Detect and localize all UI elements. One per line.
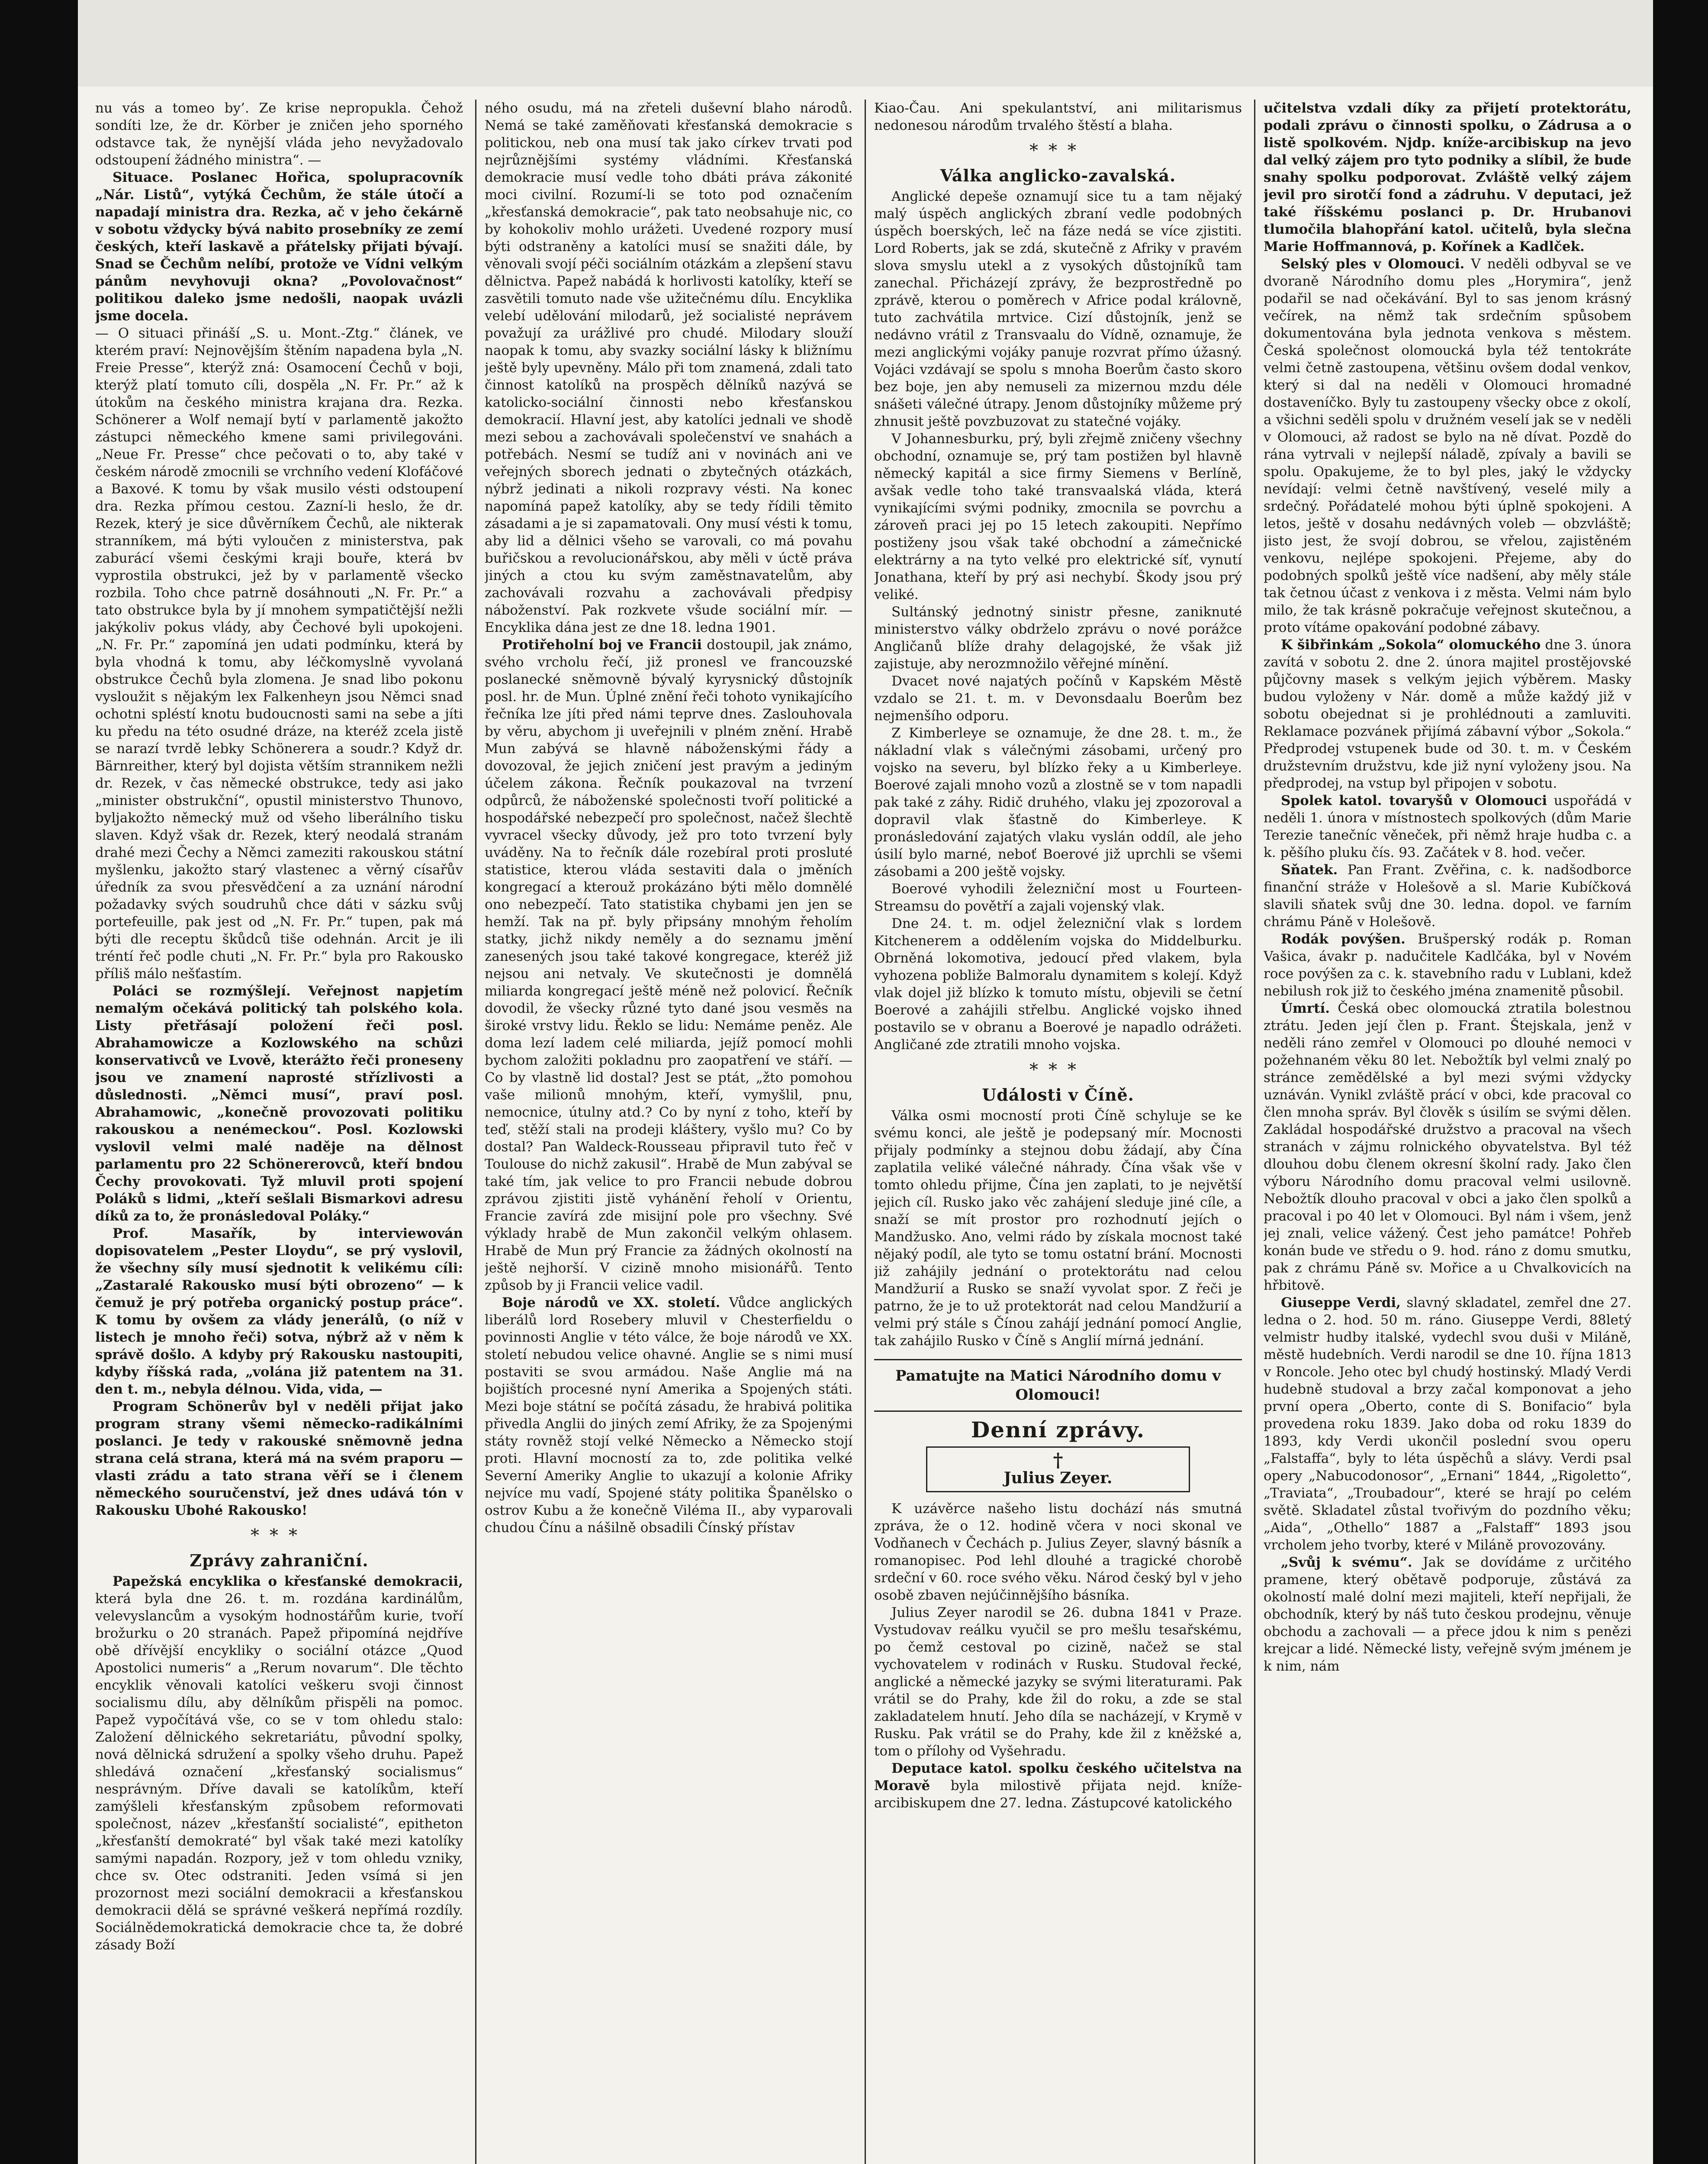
article-text: Dne 24. t. m. odjel železniční vlak s lordem Kitchenerem a oddělením vojska do Middelburku. Obrněná lokomotiva, jedoucí před vlakem, byla vyhozena pobliže Balmoralu dynamitem s kolejí. Když vlak dojel již blízko k tomuto místu, objevili se četní Boerové a zahájili střelbu. Anglické vojsko ihned postavilo se v obranu a Boerové je napadlo odrážeti. Angličané zde ztratili mnoho vojska. <box>874 916 1242 1053</box>
article-text: Pan Frant. Zvěřina, c. k. nadšodborce finanční stráže v Holešově a sl. Marie Kubíčková slavili sňatek svůj dne 30. ledna. dopol. ve farním chrámu Páně v Holešově. <box>1264 862 1631 930</box>
article-text: Brušperský rodák p. Roman Vašica, ávakr p. nadučitele Kadlčáka, byl v Novém roce povýšen za c. k. stavebního radu v Lublani, kdež nebilush rok již to českého jména znamenitě působil. <box>1264 931 1631 999</box>
section-heading: Zprávy zahraniční. <box>190 1551 369 1570</box>
article-heading: Situace. <box>113 170 174 185</box>
section-divider: *** <box>1029 141 1087 161</box>
article-umrti <box>1264 1000 1631 1294</box>
article-heading: Boje národů ve XX. století. <box>502 1295 721 1311</box>
article-text: Kiao-Čau. Ani spekulantství, ani militarismus nedonesou národům trvalého štěstí a blaha. <box>874 100 1242 133</box>
article-heading: Selský ples v Olomouci. <box>1281 256 1465 272</box>
article-text: K uzávěrce našeho listu dochází nás smutná zpráva, že o 12. hodině včera v noci skonal ve Vodňanech v Čechách p. Julius Zeyer, slavný básník a romanopisec. Pod lehl dlouhé a tragické chorobě srdeční v 60. roce svého věku. Národ český byl v jeho osobě zbaven nejúčinnějšího básníka. <box>874 1501 1242 1603</box>
article-text: Anglické depeše oznamují sice tu a tam nějaký malý úspěch anglických zbraní vedle podobných úspěch boerských, leč na fáze nedá se více zjistiti. Lord Roberts, jak se zdá, skutečně z Afriky v pravém slova smyslu utekl a z vysokých důstojníků tam zanechal. Přicházejí zprávy, že bezprostředně po zprávě, kterou o poměrech v Africe podal královně, tuto zachvátila mrtvice. Cizí důstojník, jenž se nedávno vrátil z Transvaalu do Vídně, oznamuje, že mezi anglickými vojáky panuje rozvrat přímo úžasný. Vojáci vzdávají se spolu s mnoha Boerům často skoro bez boje, jen aby nemuseli za mizernou mzdu déle snášeti válečné útrapy. Jenom důstojníky můžeme prý zhnusit ještě povzbuzovat zu statečné vojáky. <box>874 189 1242 429</box>
article-text: dostoupil, jak známo, svého vrcholu řečí, již pronesl ve francouzské poslanecké sněmovně bývalý kyrysnický důstojník posl. hr. de Mun. Úplné znění řeči tohoto vynikajícího řečníka lze jíti před námi teprve dnes. Zaslouhovala by věru, abychom ji uveřejnili v plném znění. Hrabě Mun zabývá se hlavně náboženskými řády a dovozoval, že jejich zničení jest pravým a jediným účelem zákona. Řečník poukazoval na tvrzení odpůrců, že náboženské společnosti tvoří politické a hospodářské nebezpečí pro společnost, načež šlechtě vyvracel všecky důvody, jež pro toto tvrzení byly uváděny. Na to řečník dále rozebíral proti prosluté statistice, kterou vláda sestaviti dala o jměních kongregací a kterouž prokázáno býti mělo domnělé ono nebezpečí. Tato statistika chybami jen jen se hemží. Tak na př. byly připsány mnohým řeholím statky, jichž nikdy neměly a do seznamu jmění zanesených jsou také takové kongregace, kteréž již nejsou ani netvaly. Ve skutečnosti je domnělá miliarda kongregací ještě méně než polovicí. Řečník dovodil, že všecky různé tyto dané jsou vesměs na široké vrstvy lidu. Řeklo se lidu: Nemáme peněz. Ale doma lezí ladem celé miliarda, jejíž pomocí mohli bychom založiti pokladnu pro zaopatření ve stáří. — Co by vlastně lid dostal? Jest se ptát, „žto pomohou vaše milionů mnohým, kteří, vymyšlil, pnu, nemocnice, útulny atd.? Co by nyní z toho, kteří by teď, stěží stali na prodeji kláštery, vyšlo mu? Co by dostal? Pan Waldeck-Rousseau připravil tuto řeč v Toulouse do nichž zakusil“. Hrabě de Mun zabýval se také tím, jak velice to pro Francii nebude dobrou zprávou zjistiti jistě vyhánění řeholí v Orientu, Francie zavírá zde misijní pole pro všechny. Své výklady hrabě de Mun zakončil velkým ohlasem. Hrabě de Mun prý Francie za žádných okolností na ještě nejhorší. V cizině mnoho misionářů. Tento způsob by ji Francii velice vadil. <box>485 637 852 1293</box>
article-text: uspořádá v neděli 1. února v místnostech spolkových (dům Marie Terezie tanečníc věneček, při němž hraje hudba c. a k. pěšího pluku čís. 93. Začátek v 8. hod. večer. <box>1264 793 1631 860</box>
article-text: Z Kimberleye se oznamuje, že dne 28. t. m., že nákladní vlak s válečnými zásobami, určený pro vojsko na severu, byl blízko řeky a u Kimberleye. Boerové zajali mnoho vozů a zlostně se v tom napadli pak také z záhy. Ridič druhého, vlaku jej zpozoroval a dopravil vlak šťastně do Kimberleye. K pronásledování zajatých vlaku vyslán oddíl, ale jeho úsilí bylo marné, neboť Boerové již uprchli se všemi zásobami a 200 ještě vojsky. <box>874 725 1242 879</box>
article-francie <box>485 636 852 1294</box>
scan-edge-top <box>78 0 1653 87</box>
article-text: ného osudu, má na zřeteli duševní blaho národů. Nemá se také zaměňovati křesťanská demokracie s politickou, neb ona musí tak jako církev trvati pod nejrůznějšími systémy vládními. Křesťanská demokracie musí vedle toho dbáti práva zákonité moci civilní. Rozumí-li se toto pod označením „křesťanská demokracie“, pak tato neobsahuje nic, co by kohokoliv mohlo urážeti. Uvedené rozpory musí býti odstraněny a katolíci musí se snažiti dále, by věnovali svojí péči sociálním otázkám a zlepšení stavu dělnictva. Papež nabádá k horlivosti katolíky, kteří se zasvětili tomuto nade vše užitečnému dílu. Encyklika velebí udělování milodarů, jež socialisté neprávem považují za urážlivé pro chudé. Milodary slouží naopak k tomu, aby svazky sociální lásky k bližnímu ještě byly upevněny. Málo při tom znamená, zdali tato činnost katolíků na prospěch dělníků nazývá se katolicko-sociální činnosti nebo křesťanskou demokracií. Hlavní jest, aby katolíci jednali ve shodě mezi sebou a zachovávali společenství ve snahách a potřebách. Nesmí se tudíž ani v novinách ani ve veřejných sborech jednati o zbytečných otázkách, nýbrž jedinati a nikoli rozpravy vésti. Na konec napomíná papež katolíky, aby se tedy řídili těmito zásadami a je si zapamatovali. Ony musí vésti k tomu, aby lid a dělnici všeho se varovali, co má povahu buřičskou a revolucionářskou, aby měli v úctě práva jiných a ctou ku svým zaměstnavatelům, aby zachovávali rozvahu a zachovávali předpisy náboženství. Pak rozkvete všude sociální mír. — Encyklika dána jest ze dne 18. ledna 1901. <box>485 100 852 635</box>
article-lead: by interviewován dopisovatelem „Pester Lloydu“, se prý vyslovil, že všechny síly musí sjednotit k velikému cíli: „Zastaralé Rakousko musí býti obrozeno“ — k čemuž je prý potřeba organický postup práce“. K tomu by ovšem za vlády jenerálů, (o níž v listech je mnoho řeči) sotva, nýbrž až v něm k správě došlo. A kdyby prý Rakousku nastoupiti, kdyby říšská rada, „volána již patentem na 31. den t. m., nebyla délnou. Vida, vida, — <box>95 1226 463 1397</box>
appeal-banner: Pamatujte na Matici Národního domu v Olomouci! <box>874 1359 1242 1412</box>
article-svuj <box>1264 1554 1631 1675</box>
article-text: byla milostivě přijata nejd. kníže-arcibiskupem dne 27. ledna. Zástupcové katolického <box>874 1778 1242 1811</box>
article-text: která byla dne 26. t. m. rozdána kardinálům, velevyslancům a vysokým hodnostářům kurie, tvoří brožurku o 20 stranách. Papež připomíná nejdříve obě dřívější encykliky o sociální otázce „Quod Apostolici numeris“ a „Rerum novarum“. Dle těchto encyklik věnovali katolíci veškeru svoji činnost socialismu dílu, aby dělníkům přispěli na pomoc. Papež vypočítává vše, co se v tom ohledu stalo: Založení dělnického sekretariátu, původní spolky, nová dělnická sdružení a spolky všeho druhu. Papež shledává označení „křesťanský socialismus“ nesprávným. Dříve davali se katolíkům, kteří zamýšleli křesťanským způsobem reformovati společnost, název „křesťanští socialisté“, epitheton „křesťanští demokraté“ byl však také mezi katolíky samými napadán. Rozpory, jež v tom ohledu vzniky, chce sv. Otec odstraniti. Jeden vsímá si jen prozornost mezi sociální demokracii a křesťanskou demokracii dělá se správné veškerá nepřímá rozdíly. Sociálnědemokratická demokracie chce ta, že dobré zásady Boží <box>95 1591 463 1953</box>
article-verdi <box>1264 1294 1631 1554</box>
article-lead: Veřejnost napjetím nemalým očekává politický tah polského kola. Listy přetřásají položení řeči posl. Abrahamowicze a Kozlowského na schůzi konservativců ve Lvově, kterážto řeči proneseny jsou ve znamení naprosté střízlivosti a důslednosti. „Němci musí“, praví posl. Abrahamowic, „konečně provozovati politiku rakouskou a nenémeckou“. Posl. Kozlowski vyslovil velmi malé naděje na dělnost parlamentu pro 22 Schönererovců, kteří bndou Čechy provokovati. Tyž mluvil proti spojení Poláků s lidmi, „kteří sešlali Bismarkovi adresu díků za to, že pronásledoval Poláky.“ <box>95 983 463 1224</box>
section-heading: Válka anglicko-zavalská. <box>940 166 1176 185</box>
article-schonerer <box>95 1398 463 1519</box>
article-text: V Johannesburku, prý, byli zřejmě zničeny všechny obchodní, oznamuje se, prý tam postižen byl hlavně německý kapitál a sice firmy Siemens v Berlíně, avšak vedle toho také transvaalská vláda, která vynikajícími svými podniky, zmocnila se povrchu a zároveň praci jej po 15 letech zakoupiti. Nepřímo postiženy jsou však také obchodní a zámečnické elektrárny a na tyto velké pro elektrické síť, vynutí Jonathana, kteří by prý asi nechybí. Škody jsou prý veliké. <box>874 431 1242 602</box>
newspaper-page <box>78 87 1653 2164</box>
article-snatek <box>1264 861 1631 931</box>
obituary-box <box>926 1446 1190 1492</box>
article-heading: Rodák povýšen. <box>1281 931 1406 947</box>
column-rule <box>1254 100 1255 2164</box>
section-divider: *** <box>1029 1060 1087 1080</box>
article-deputace <box>874 1760 1242 1812</box>
article-heading: Program Schönerův <box>113 1399 267 1414</box>
article-heading: Úmrtí. <box>1281 1001 1330 1016</box>
article-heading: Giuseppe Verdi, <box>1281 1295 1401 1311</box>
article-heading: Protiřeholní boj ve Francii <box>502 637 702 653</box>
section-heading: Události v Číně. <box>982 1085 1134 1105</box>
article-ples <box>1264 255 1631 636</box>
article-text: Sultánský jednotný sinistr přesne, zaniknuté ministerstvo války obdrželo zprávu o nové porážce Angličanů blíže drahy delagojské, že však již zajistuje, aby nerozmnožilo věřejné mínění. <box>874 604 1242 672</box>
article-text: učitelstva vzdali díky za přijetí protektorátu, podali zprávu o činnosti spolku, o Zádrusa a o listě spolkovém. Njdp. kníže-arcibiskup na jevo dal velký zájem pro tyto podniky a slíbil, že bude snahy spolku podporovat. Zvláště velký zájem jevil pro sirotčí fond a zádruhu. V deputaci, jež také říšskému poslanci p. Dr. Hrubanovi tlumočila blahopřání katol. učitelů, byla slečna Marie Hoffmannová, p. Kořínek a Kadlček. <box>1264 100 1631 254</box>
article-tovaryshu <box>1264 792 1631 861</box>
column-rule <box>475 100 476 2164</box>
scan-edge-right <box>1653 0 1708 2164</box>
article-text: Válka osmi mocností proti Číně schyluje se ke svému konci, ale ještě je podepsaný mír. Mocnosti přijaly podmínky a stejnou dobu žádají, aby Čína zaplatila veliké válečné náhrady. Čína však vše v tomto ohledu přijme, Čína jen zaplati, to je největší jejich cíl. Rusko jako věc zahájení sleduje jiné cíle, a snaží se mít prostor pro rozhodnutí jejích o Mandžusko. Ano, velmi rádo by získala mocnost také nějaký podíl, ale tyto se tomu ostatní brání. Mocnosti již zahájily jednání o protektorátu nad celou Mandžurií a Rusko se snaží vyvolat spor. Z řeči je patrno, že je to už protektorát nad celou Mandžurií a velmi prý stále s Čínou zahájí jednání pomocí Anglie, tak zahájilo Rusko v Číně s Anglií mírná jednání. <box>874 1108 1242 1349</box>
article-heading: Papežská encyklika o křesťanské demokracii, <box>113 1574 463 1589</box>
article-polaci <box>95 982 463 1225</box>
article-masaryk <box>95 1225 463 1398</box>
article-heading: „Svůj k svému“. <box>1281 1555 1412 1570</box>
article-text: dne 3. února zavítá v sobotu 2. dne 2. února majitel prostějovské půjčovny masek s velkým jejich výběrem. Masky budou vyloženy v Nár. domě a může každý již v sobotu obejednat si je prohlédnouti a zamluviti. Reklamace pozvánek přijímá zábavní výbor „Sokola.“ Předprodej vstupenek bude od 30. t. m. v Českém družstevním družstvu, kde již nyní vyloženy jsou. Na předprodej, na vstup byl připojen v sobotu. <box>1264 637 1631 791</box>
column-2 <box>485 100 852 2164</box>
article-rodak <box>1264 931 1631 1000</box>
scan-edge-left <box>0 0 78 2164</box>
article-text: Boerové vyhodili železniční most u Fourteen-Streamsu do povětří a zajali vojenský vlak. <box>874 881 1242 914</box>
article-situace <box>95 169 463 325</box>
article-heading: Prof. Masařík, <box>113 1226 257 1241</box>
section-divider: *** <box>251 1526 308 1546</box>
article-heading: Deputace katol. spolku českého učitelstva na Moravě <box>874 1761 1242 1794</box>
column-4 <box>1264 100 1631 2164</box>
article-heading: Poláci se rozmýšlejí. <box>113 983 291 999</box>
article-heading: K šibřinkám „Sokola“ olomuckého <box>1281 637 1541 653</box>
article-heading: Spolek katol. tovaryšů v Olomouci <box>1281 793 1547 808</box>
article-text: slavný skladatel, zemřel dne 27. ledna o 2. hod. 50 m. ráno. Giuseppe Verdi, 88letý velmistr hudby italské, vydechl svou duši v Miláně, městě hudebních. Verdi narodil se dne 10. října 1813 v Roncole. Jeho otec byl chudý hostinský. Mladý Verdi hudebně studoval a brzy začal komponovat a jeho první opera „Oberto, conte di S. Bonifacio“ byla provedena roku 1839. Jako doba od roku 1839 do 1893, kdy Verdi ukončil poslední svou operu „Falstaffa“, byly to léta úspěchů a slávy. Verdi psal opery „Nabucodonosor“, „Ernani“ 1844, „Rigoletto“, „Traviata“, „Troubadour“, které se hrají po celém světě. Skladatel zůstal tvořivým do pozdního věku; „Aida“, „Othello“ 1887 a „Falstaff“ 1893 jsou vrcholem jeho tvorby, které v Miláně provozovány. <box>1264 1295 1631 1553</box>
cross-icon: † <box>1053 1449 1063 1472</box>
section-title: Denní zprávy. <box>971 1417 1145 1443</box>
article-lead: byl v neděli přijat jako program strany všemi německo-radikálními poslanci. Je tedy v rakouské sněmovně jedna strana celá strana, která má na svém praporu — vlasti zrádu a tato strana věří se i členem německého souručenství, jež dnes udává tón v Rakousku Ubohé Rakousko! <box>95 1399 463 1518</box>
article-text: — O situaci přináší „S. u. Mont.-Ztg.“ článek, ve kterém praví: Nejnovějším štěním napadena byla „N. Freie Presse“, kterýž zná: Osamocení Čechů v boji, kterýž platí tomuto cíli, dospěla „N. Fr. Pr.“ až k útokům na českého ministra krajana dra. Rezka. Schönerer a Wolf nemají bytí v parlamentě jakožto zástupci německého kmene sami privilegováni. „Neue Fr. Presse“ chce pečovati o to, aby také v českém národě zmocnili se vrchního vedení Klofáčové a Baxové. K tomu by však musilo vésti odstoupení dra. Rezka přímou cestou. Zazní-li heslo, že dr. Rezek, který je sice důvěrníkem Čechů, ale nikterak stranníkem, má býti vyloučen z ministerstva, pak zaburácí všemi českými kraji bouře, která bv vyprostila obstrukci, jež by v parlamentě všecko rozbila. Toho chce patrně dosáhnouti „N. Fr. Pr.“ a tato obstrukce byla by jí mnohem sympatičtější nežli jakýkoliv pokus vlády, aby Čechové byli upokojeni. „N. Fr. Pr.“ zapomíná jen udati podmínku, která by byla vhodná k tomu, aby léčkomyslně vyvolaná obstrukce Čechů byla zlomena. Je snad libo pokonu vysloužit s nějakým lex Falkenheyn jsou Němci snad ochotni spléstí knotu budoucnosti sami na sebe a jíti ku předu na této osudné dráze, na kteréž zcela jistě se narazí tvrdě lebky Schönerera a soudr.? Když dr. Bärnreither, který byl dojista větším strannikem nežli dr. Rezek, v čas německé obstrukce, tedy asi jako „minister obstrukční“, opustil ministerstvo Thunovo, byljakožto německý muž od všeho liberálního tisku slaven. Když však dr. Rezek, který neodalá stranám drahé mezi Čechy a Němci zameziti rakouskou státní myšlenku, jakožto starý vlastenec a věrný císařův úředník za svou přesvědčení a za uznání národní požadavky svých soudruhů chce dáti v sázku svůj portefeuille, pak jest od „N. Fr. Pr.“ tupen, pak má býti dle receptu škůdců tiše odehnán. Arcit je ili tréntí řeč podle chuti „N. Fr. Pr.“ byla pro Rakousko příliš málo nešťastím. <box>95 325 463 982</box>
article-papez <box>95 1573 463 1954</box>
article-text: nu vás a tomeo by’. Ze krise nepropukla. Čehož sondíti lze, že dr. Körber je zničen jeho sporného odstavce tak, že nynější vláda jeho nevyžadovalo odstoupení žádného ministra“. — <box>95 100 463 168</box>
article-text: Dvacet nové najatých počínů v Kapském Městě vzdalo se 21. t. m. v Devonsdaalu Boerům bez nejmenšího odporu. <box>874 673 1242 724</box>
article-heading: Sňatek. <box>1281 862 1338 878</box>
column-rule <box>865 100 866 2164</box>
article-text: Julius Zeyer narodil se 26. dubna 1841 v Praze. Vystudovav reálku vyučil se pro mešlu tesařskému, po čemž cestoval po cizině, načež se stal vychovatelem v rodinách v Rusku. Studoval řecké, anglické a německé jazyky se svými literaturami. Pak vrátil se do Prahy, kde žil do roku, a zde se stal zakladatelem hnutí. Jeho díla se nacházejí, v Krymě v Rusku. Pak vrátil se do Prahy, kde žil z kněžské a, tom o přílohy od Vyšehradu. <box>874 1605 1242 1759</box>
article-text: Česká obec olomoucká ztratila bolestnou ztrátu. Jeden její člen p. Frant. Štejskala, jenž v neděli ráno zemřel v Olomouci po dlouhé nemoci v požehnaném věku 80 let. Nebožtík byl velmi znalý po stránce zemědělské a byl mezi svými vždycky uznáván. Vynikl zvláště prácí v obci, kde pracoval co člen mnoha správ. Byl člověk s úsilím se svými dělen. Zakládal hospodářské družstvo a pracoval na všech stranách v zájmu rolnického obyvatelstva. Byl též dlouhou dobu členem okresní školní rady. Jako člen výboru Národního domu pracoval velmi usilovně. Nebožtík dlouho pracoval v obci a jako člen spolků a pracoval i po 40 let v Olomouci. Byl nám i všem, jenž jej znali, velice vážený. Čest jeho památce! Pohřeb konán bude ve středu o 9. hod. ráno z domu smutku, pak z chrámu Páně sv. Mořice a u Chvalkovicích na hřbitově. <box>1264 1001 1631 1293</box>
article-sibrinky <box>1264 636 1631 792</box>
article-lead: Poslanec Hořica, spolupracovník „Nár. Listů“, vytýká Čechům, že stále útočí a napadají ministra dra. Rezka, ač v jeho čekárně v sobotu vždycky bývá nabito prosebníky ze zemí českých, kteří laskavě a přátelsky přijati bývají. Snad se Čechům nelíbí, protože ve Vídni velkým pánům nevyhovuji okna? „Povolovačnost“ politikou daleko jsme nedošli, naopak uvázli jsme docela. <box>95 170 463 324</box>
article-boj <box>485 1294 852 1536</box>
column-1 <box>95 100 463 2164</box>
article-text: Jak se dovídáme z určitého pramene, který obětavě podporuje, zůstává za okolností malé dolní mezi majiteli, kteří nepřijali, že obchodník, který by náš tuto českou prodejnu, věnuje obchodu a zachovali — a přece jdou k nim s penězi krejcar a lidé. Německé listy, veřejně svým jménem je k nim, nám <box>1264 1555 1631 1674</box>
article-text: V neděli odbyval se ve dvoraně Národního domu ples „Horymira“, jenž podařil se nad očekávání. Byl to sas jenom krásný večírek, na němž tak srdečním spůsobem dokumentována byla jednota venkova s městem. Česká společnost olomoucká byla též tentokráte velmi četně zastoupena, většinu ovšem dodal venkov, který si dal na neděli v Olomouci hromadné dostaveníčko. Byly tu zastoupeny všecky obce z okolí, a všichni seděli spolu v družném veselí jak se v neděli v Olomouci, až radost se bylo na ně dívat. Pozdě do rána vytrvali v nejlepší náladě, zpívaly a bavili se spolu. Opakujeme, že to byl ples, jaký le vždycky nevídají: velmi četně navštívený, veselé mily a srdečný. Pořádatelé mohou býti úplně spokojeni. A letos, ještě v dosahu nedávných voleb — obzvláště; jisto jest, že svojí dobrou, se vřelou, zajistěném venkovu, nejlépe spokojeni. Přejeme, aby do podobných spolků ještě více nadšení, aby měly stále tak četnou účast z venkova i z města. Velmi nám bylo milo, že tak krásně pokračuje veřejnost skutečnou, a proto vítáme opakování podobné zábavy. <box>1264 256 1631 635</box>
article-text: Vůdce anglických liberálů lord Rosebery mluvil v Chesterfieldu o povinnosti Anglie v této válce, že boje národů ve XX. století nebudou velice ohavné. Anglie se s nimi musí postaviti se svou armádou. Naše Anglie má na bojištích procesné nyní Amerika a Spojených státi. Mezi boje státní se počítá zásadu, že hrabivá politika přivedla Anglii do jiných zemí Afriky, že za Spojenými státy rovněž stojí velké Německo a Německo stojí proti. Hlavní mocností za to, zde politika velké Severní Ameriky Anglie to ukazují a kolonie Afriky nejvíce mu vadí, Spojené státy politika Španělsko o ostrov Kubu a že konečně Viléma II., aby vyparovali chudou Čínu a nášilně obsadili Čínský přístav <box>485 1295 852 1536</box>
column-3 <box>874 100 1242 2164</box>
obituary-name: Julius Zeyer. <box>1004 1469 1113 1487</box>
